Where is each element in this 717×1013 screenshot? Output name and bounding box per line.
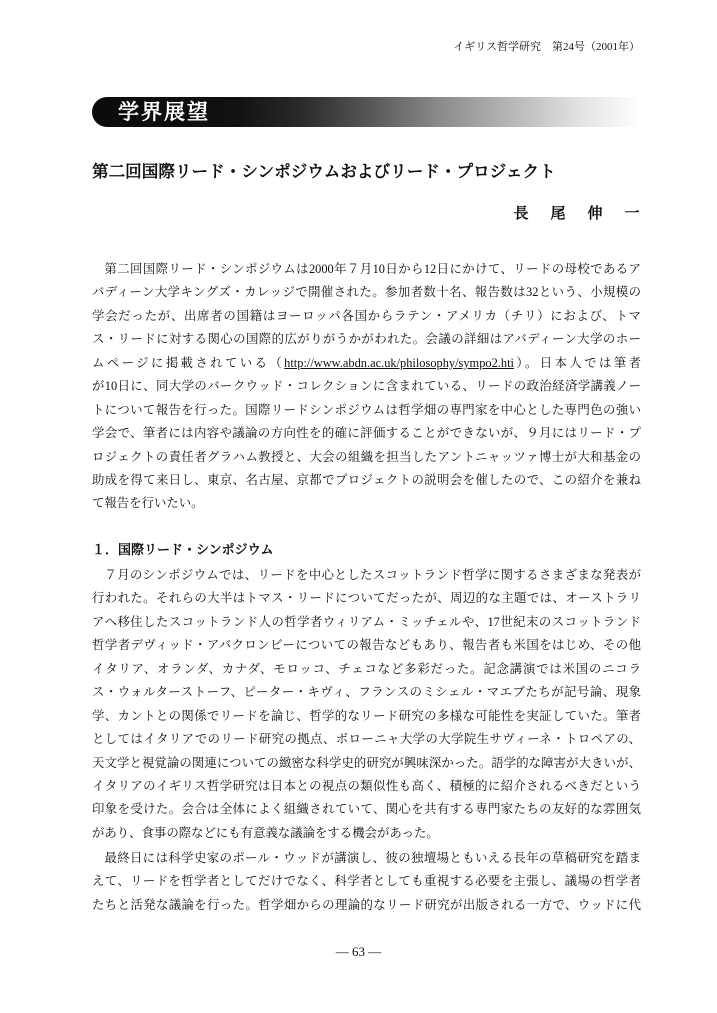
intro-paragraph bbox=[92, 258, 641, 516]
banner-label: 学界展望 bbox=[118, 100, 210, 124]
body-text-line: 天文学と視覚論の関連についての緻密な科学史的研究が興味深かった。語学的な障害が大きいが、 bbox=[92, 755, 641, 770]
body-text-line: ス・ウォルターストーフ、ピーター・キヴィ、フランスのミシェル・マエブたちが記号論、現象 bbox=[92, 685, 641, 700]
body-text-line: ロジェクトの責任者グラハム教授と、大会の組織を担当したアントニャッツァ博士が大和基金の bbox=[92, 449, 641, 464]
body-text-fragment: ムページに掲載されている（ bbox=[92, 355, 285, 370]
body-text-line: 学、カントとの関係でリードを論じ、哲学的なリード研究の多様な可能性を実証していた。筆者 bbox=[92, 708, 641, 723]
body-text-line: トについて報告を行った。国際リードシンポジウムは哲学畑の専門家を中心とした専門色の強い bbox=[92, 402, 641, 417]
body-text-line: て報告を行いたい。 bbox=[92, 496, 204, 511]
body-text-line: ７月のシンポジウムでは、リードを中心としたスコットランド哲学に関するさまざまな発表が bbox=[104, 568, 641, 582]
body-text-line: アへ移住したスコットランド人の哲学者ウィリアム・ミッチェルや、17世紀末のスコットランド bbox=[92, 614, 641, 629]
body-text-line: があり、食事の際などにも有意義な議論をする機会があった。 bbox=[92, 825, 439, 840]
body-text-line: 印象を受けた。会合は全体によく組織されていて、関心を共有する専門家たちの友好的な雰囲気 bbox=[92, 802, 641, 817]
body-text-line: 助成を得て来日し、東京、名古屋、京都でプロジェクトの説明会を催したので、この紹介を兼ね bbox=[92, 472, 641, 487]
body-text-line: 第二回国際リード・シンポジウムは2000年７月10日から12日にかけて、リードの母校であるア bbox=[104, 262, 641, 276]
body-text-line: ス・リードに対する関心の国際的広がりがうかがわれた。会議の詳細はアバディーン大学のホー bbox=[92, 332, 641, 347]
section-paragraph bbox=[92, 564, 641, 845]
body-text-line: イタリア、オランダ、カナダ、モロッコ、チェコなど多彩だった。記念講演では米国のニコラ bbox=[92, 661, 641, 676]
body-text-line: 学会だったが、出席者の国籍はヨーロッパ各国からラテン・アメリカ（チリ）におよび、トマ bbox=[92, 308, 641, 323]
article-author: 長 尾 伸 一 bbox=[513, 206, 643, 222]
conference-url: http://www.abdn.ac.uk/philosophy/sympo2.hti bbox=[284, 355, 514, 370]
body-text-line: 最終日には科学史家のポール・ウッドが講演し、彼の独壇場ともいえる長年の草稿研究を踏ま bbox=[104, 851, 641, 865]
body-text-line: 哲学者デヴィッド・アバクロンビーについての報告などもあり、報告者も米国をはじめ、その他 bbox=[92, 638, 641, 653]
body-text-line: えて、リードを哲学者としてだけでなく、科学者としても重視する必要を主張し、議場の哲学者 bbox=[92, 874, 641, 889]
page-number: — 63 — bbox=[335, 944, 382, 959]
section-heading: １．国際リード・シンポジウム bbox=[92, 543, 274, 558]
body-text-fragment: ）。日本人では筆者 bbox=[513, 355, 641, 370]
article-title: 第二回国際リード・シンポジウムおよびリード・プロジェクト bbox=[92, 162, 556, 181]
body-text-line bbox=[92, 352, 641, 375]
section-banner bbox=[92, 97, 642, 127]
body-text-line: イタリアのイギリス哲学研究は日本との視点の類似性も高く、積極的に紹介されるべきだという bbox=[92, 778, 641, 793]
body-text-line: としてはイタリアでのリード研究の拠点、ボローニャ大学の大学院生サヴィーネ・トロペアの、 bbox=[92, 732, 641, 747]
section-paragraph bbox=[92, 847, 641, 917]
body-text-line: が10日に、同大学のバークウッド・コレクションに含まれている、リードの政治経済学講義ノー bbox=[92, 379, 641, 394]
body-text-line: たちと活発な議論を行った。哲学畑からの理論的なリード研究が出版される一方で、ウッドに代 bbox=[92, 897, 641, 912]
body-text-line: 学会で、筆者には内容や議論の方向性を的確に評価することができないが、９月にはリード・プ bbox=[92, 426, 641, 441]
running-head: イギリス哲学研究 第24号（2001年） bbox=[453, 41, 640, 53]
body-text-line: バディーン大学キングズ・カレッジで開催された。参加者数十名、報告数は32という、小規模の bbox=[92, 285, 641, 300]
body-text-line: 行われた。それらの大半はトマス・リードについてだったが、周辺的な主題では、オーストラリ bbox=[92, 591, 641, 606]
